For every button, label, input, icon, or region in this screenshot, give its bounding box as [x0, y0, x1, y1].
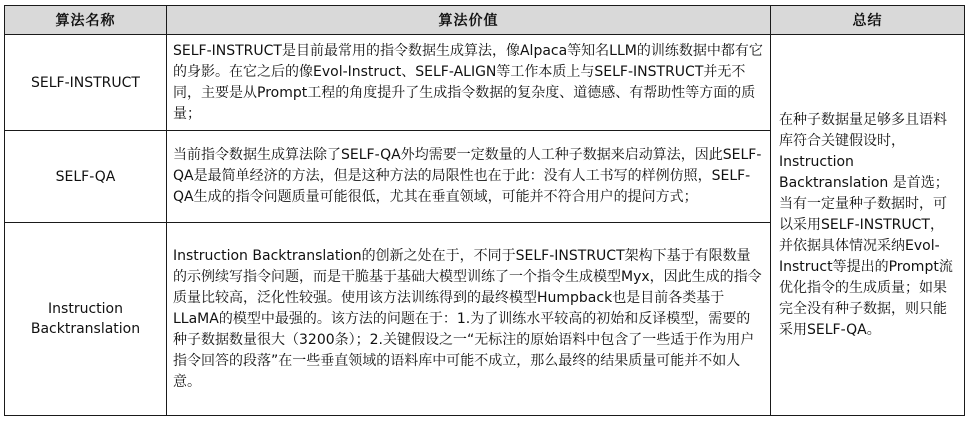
algorithm-name-cell: [5, 223, 167, 416]
algorithm-value-cell: Instruction Backtranslation的创新之处在于，不同于SELF-INSTRUCT架构下基于有限数量的示例续写指令问题，而是干脆基于基础大模型训练了一个指令生成模型Myx，因此生成的指令质量比较高，泛化性较强。使用该方法训练得到的最终模型Humpback也是目前各类基于LLaMA的模型中最强的。该方法的问题在于：1.为了训练水平较高的初始和反译模型，需要的种子数据数量很大（3200条）；2.关键假设之一“无标注的原始语料中包含了一些适于作为用户指令回答的段落”在一些垂直领域的语料库中可能不成立，那么最终的结果质量可能并不如人意。: [167, 223, 771, 416]
algorithm-name: SELF-INSTRUCT: [31, 74, 140, 91]
header-algorithm-value: 算法价值: [167, 6, 771, 35]
algorithm-name-line-2: Backtranslation: [30, 321, 141, 337]
algorithm-value-cell: 当前指令数据生成算法除了SELF-QA外均需要一定数量的人工种子数据来启动算法，因此SELF-QA是最简单经济的方法，但是这种方法的局限性也在于此：没有人工书写的样例仿照，SELF-QA生成的指令问题质量可能很低，尤其在垂直领域，可能并不符合用户的提问方式；: [167, 131, 771, 223]
header-summary: 总结: [771, 6, 965, 35]
algorithm-name: SELF-QA: [55, 168, 116, 185]
header-algorithm-name: 算法名称: [5, 6, 167, 35]
summary-cell: 在种子数据量足够多且语料库符合关键假设时，Instruction Backtranslation 是首选；当有一定量种子数据时，可以采用SELF-INSTRUCT，并依据具体情况采纳Evol-Instruct等提出的Prompt流优化指令的生成质量；如果完全没有种子数据，则只能采用SELF-QA。: [771, 35, 965, 416]
algorithm-value-cell: SELF-INSTRUCT是目前最常用的指令数据生成算法，像Alpaca等知名LLM的训练数据中都有它的身影。在它之后的像Evol-Instruct、SELF-ALIGN等工作本质上与SELF-INSTRUCT并无不同，主要是从Prompt工程的角度提升了生成指令数据的复杂度、道德感、有帮助性等方面的质量；: [167, 35, 771, 131]
algorithm-name-cell: [5, 131, 167, 223]
table-row: [5, 35, 965, 131]
header-row: [5, 6, 965, 35]
algorithm-comparison-table: [4, 5, 965, 416]
algorithm-name-line-1: Instruction: [48, 301, 123, 317]
algorithm-name-cell: [5, 35, 167, 131]
